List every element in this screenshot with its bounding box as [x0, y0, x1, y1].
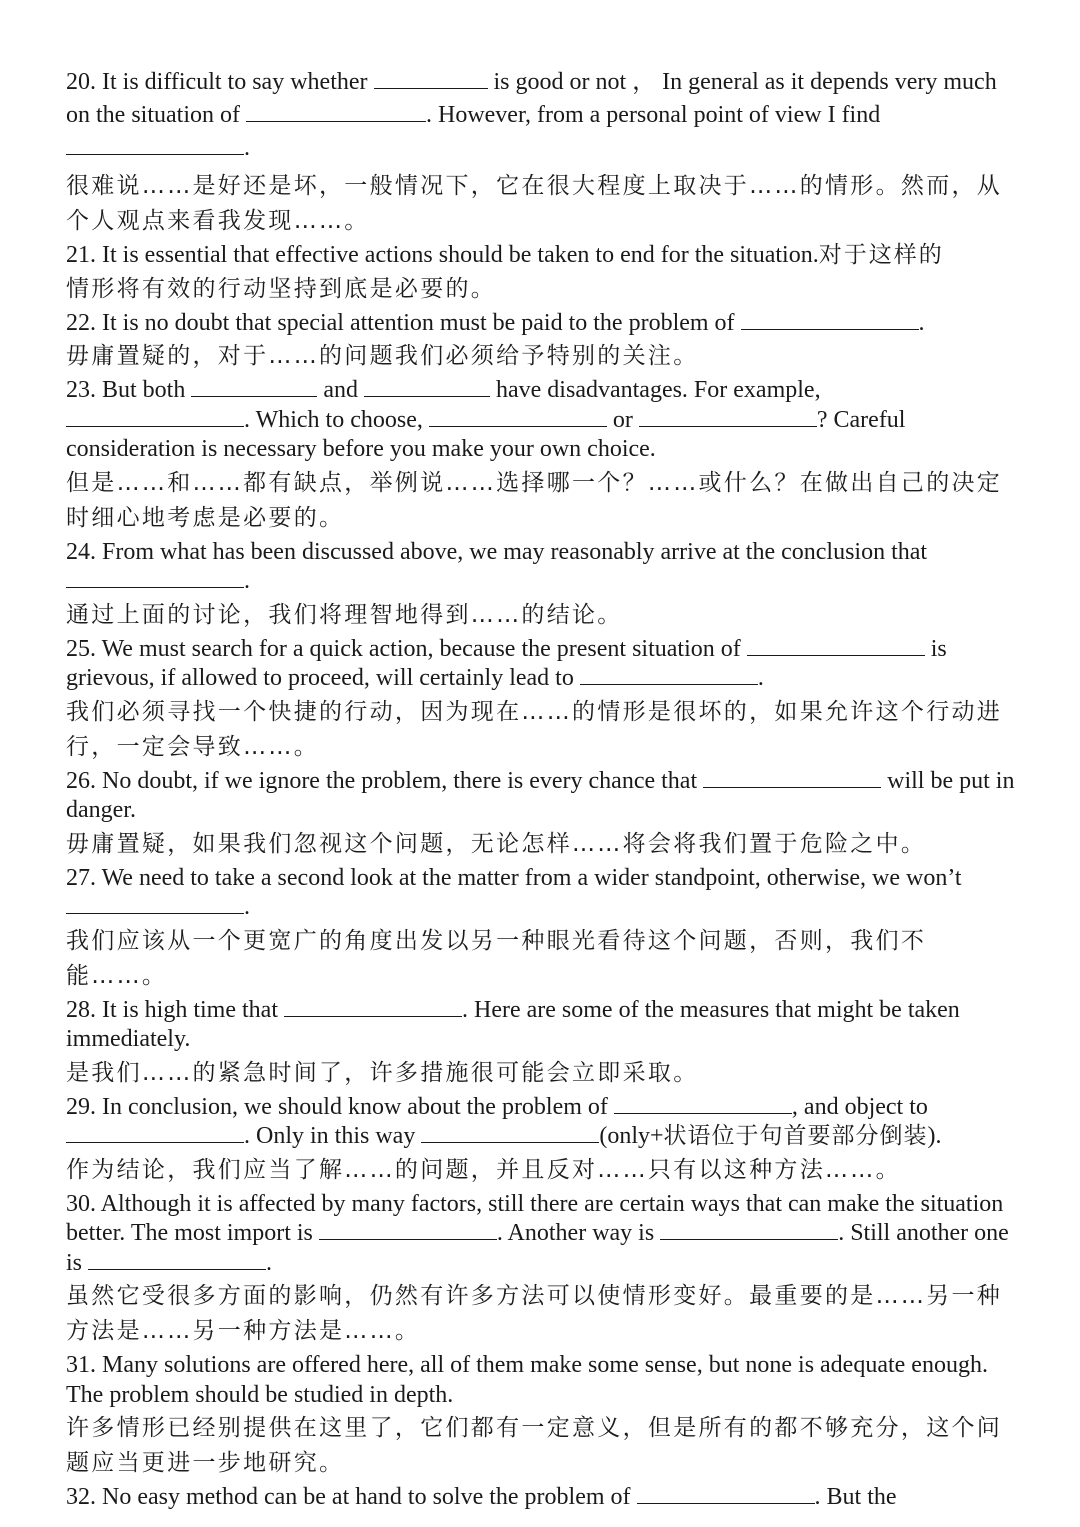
fill-blank — [660, 1219, 838, 1240]
fill-blank — [66, 893, 244, 914]
entry-20 — [66, 66, 1016, 239]
fill-blank — [246, 101, 426, 122]
entry-23-chinese: 但是……和……都有缺点，举例说……选择哪一个？……或什么？在做出自己的决定时细心地考虑是必要的。 — [66, 469, 1003, 531]
entry-22 — [66, 309, 1016, 375]
fill-blank — [66, 406, 244, 427]
entry-21-english: 21. It is essential that effective actions should be taken to end for the situation.对于这样的 — [66, 242, 944, 268]
entry-27 — [66, 864, 1016, 994]
entry-31 — [66, 1351, 1016, 1481]
fill-blank — [614, 1093, 792, 1114]
fill-blank — [364, 376, 490, 397]
entry-25-chinese: 我们必须寻找一个快捷的行动，因为现在……的情形是很坏的，如果允许这个行动进行，一定会导致……。 — [66, 698, 1003, 760]
fill-blank — [66, 567, 244, 588]
entry-23-english: 23. But both and have disadvantages. For example, . Which to choose, or ? Careful consideration is necessary before you make your own choice. — [66, 377, 906, 462]
fill-blank — [66, 134, 244, 155]
fill-blank — [703, 767, 881, 788]
fill-blank — [747, 635, 925, 656]
entry-32 — [66, 1483, 1016, 1513]
fill-blank — [66, 1122, 244, 1143]
entry-26 — [66, 767, 1016, 862]
entry-24-chinese: 通过上面的讨论，我们将理智地得到……的结论。 — [66, 601, 623, 628]
fill-blank — [88, 1249, 266, 1270]
fill-blank — [374, 68, 488, 89]
entry-22-english: 22. It is no doubt that special attention must be paid to the problem of . — [66, 309, 925, 336]
entry-28-chinese: 是我们……的紧急时间了，许多措施很可能会立即采取。 — [66, 1059, 699, 1086]
fill-blank — [580, 664, 758, 685]
entry-28 — [66, 996, 1016, 1091]
entry-31-english: 31. Many solutions are offered here, all of them make some sense, but none is adequate enough. The problem should be studied in depth. — [66, 1352, 988, 1408]
entry-24-english: 24. From what has been discussed above, we may reasonably arrive at the conclusion that . — [66, 538, 928, 594]
fill-blank — [284, 996, 462, 1017]
entry-25-english: 25. We must search for a quick action, because the present situation of is grievous, if allowed to proceed, will certainly lead to . — [66, 635, 947, 691]
fill-blank — [639, 406, 817, 427]
entry-20-english: 20. It is difficult to say whether is good or not ， In general as it depends very much on the situation of . However, from a personal point of view I find . — [66, 69, 997, 161]
entry-27-english: 27. We need to take a second look at the matter from a wider standpoint, otherwise, we won’t . — [66, 864, 962, 920]
entry-31-chinese: 许多情形已经别提供在这里了，它们都有一定意义，但是所有的都不够充分，这个问题应当更进一步地研究。 — [66, 1415, 1003, 1476]
entry-20-chinese: 很难说……是好还是坏，一般情况下，它在很大程度上取决于……的情形。然而，从个人观点来看我发现……。 — [66, 173, 1003, 234]
entry-30-chinese: 虽然它受很多方面的影响，仍然有许多方法可以使情形变好。最重要的是……另一种方法是……另一种方法是……。 — [66, 1283, 1003, 1344]
entry-27-chinese: 我们应该从一个更宽广的角度出发以另一种眼光看待这个问题，否则，我们不能……。 — [66, 927, 927, 989]
entry-29-chinese: 作为结论，我们应当了解……的问题，并且反对……只有以这种方法……。 — [66, 1156, 901, 1183]
entry-22-chinese: 毋庸置疑的，对于……的问题我们必须给予特别的关注。 — [66, 343, 699, 369]
fill-blank — [421, 1122, 599, 1143]
entry-26-chinese: 毋庸置疑，如果我们忽视这个问题，无论怎样……将会将我们置于危险之中。 — [66, 830, 927, 857]
entry-28-english: 28. It is high time that . Here are some of the measures that might be taken immediately. — [66, 996, 960, 1052]
entry-26-english: 26. No doubt, if we ignore the problem, there is every chance that will be put in danger. — [66, 767, 1015, 823]
entry-21 — [66, 241, 1016, 307]
entry-25 — [66, 635, 1016, 765]
document-page — [66, 66, 1016, 1513]
fill-blank — [741, 309, 919, 330]
entry-21-chinese: 情形将有效的行动坚持到底是必要的。 — [66, 275, 497, 302]
fill-blank — [319, 1219, 497, 1240]
entry-23 — [66, 376, 1016, 536]
fill-blank — [429, 406, 607, 427]
entry-29-english: 29. In conclusion, we should know about the problem of , and object to . Only in this way (only+状语位于句首要部分倒装). — [66, 1093, 942, 1149]
entry-30 — [66, 1190, 1016, 1350]
entry-30-english: 30. Although it is affected by many factors, still there are certain ways that can make the situation better. The most import is . Another way is . Still another one is . — [66, 1190, 1009, 1276]
entry-29 — [66, 1093, 1016, 1188]
fill-blank — [191, 376, 317, 397]
fill-blank — [637, 1483, 815, 1504]
entry-24 — [66, 538, 1016, 633]
entry-32-english: 32. No easy method can be at hand to solve the problem of . But the — [66, 1484, 897, 1510]
